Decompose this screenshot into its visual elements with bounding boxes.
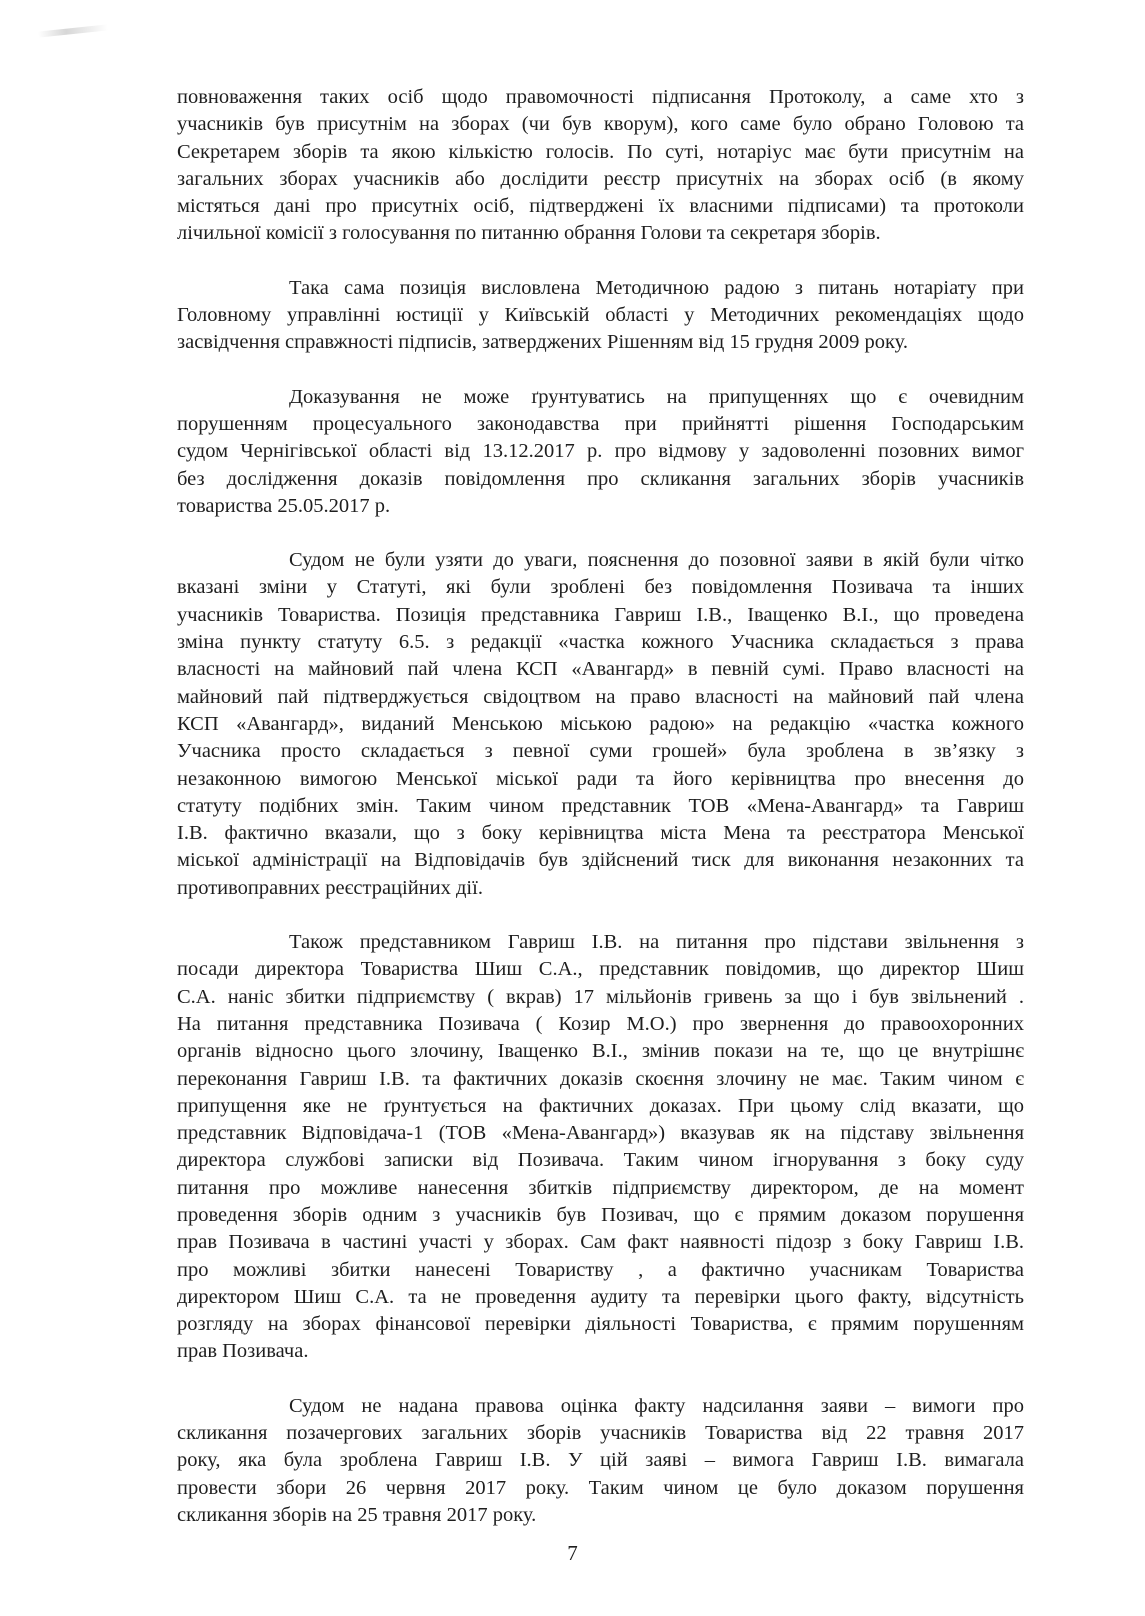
text-line: припущення яке не ґрунтується на фактичних доказах. При цьому слід вказати, що — [177, 1094, 1024, 1117]
paragraph-spacer — [177, 248, 1024, 275]
scan-artifact — [38, 24, 108, 37]
text-line: незаконною вимогою Менської міської ради та його керівництва про внесення до — [177, 767, 1024, 790]
text-line: учасників був присутнім на зборах (чи був кворум), кого саме було обрано Головою та — [177, 113, 1024, 136]
paragraph — [177, 929, 1024, 1366]
text-line: Також представником Гавриш І.В. на питання про підстави звільнення з — [289, 931, 1024, 954]
text-line: директора службові записки від Позивача. Таким чином ігнорування з боку суду — [177, 1149, 1024, 1172]
text-line: С.А. наніс збитки підприємству ( вкрав) 17 мільйонів гривень за що і був звільнений . — [177, 985, 1024, 1008]
text-line: статуту подібних змін. Таким чином представник ТОВ «Мена-Авангард» та Гавриш — [177, 794, 1024, 817]
text-line: Така сама позиція висловлена Методичною радою з питань нотаріату при — [289, 276, 1024, 299]
text-line: провести збори 26 червня 2017 року. Таким чином це було доказом порушення — [177, 1476, 1024, 1499]
paragraph-spacer — [177, 902, 1024, 929]
paragraph — [177, 384, 1024, 520]
text-line: прав Позивача. — [177, 1340, 309, 1363]
text-line: Учасника просто складається з певної суми грошей» була зроблена в зв’язку з — [177, 740, 1024, 763]
text-line: директором Шиш С.А. та не проведення аудиту та перевірки цього факту, відсутність — [177, 1285, 1024, 1308]
text-line: порушенням процесуального законодавства при прийнятті рішення Господарським — [177, 412, 1024, 435]
text-line: переконання Гавриш І.В. та фактичних доказів скоєння злочину не має. Таким чином є — [177, 1067, 1024, 1090]
text-line: питання про можливе нанесення збитків підприємству директором, де на момент — [177, 1176, 1024, 1199]
paragraph — [177, 84, 1024, 248]
text-line: без дослідження доказів повідомлення про скликання загальних зборів учасників — [177, 467, 1024, 490]
text-line: власності на майновий пай члена КСП «Авангард» в певній сумі. Право власності на — [177, 658, 1024, 681]
text-line: Судом не надана правова оцінка факту надсилання заяви – вимоги про — [289, 1394, 1024, 1417]
text-line: розгляду на зборах фінансової перевірки діяльності Товариства, є прямим порушенням — [177, 1313, 1024, 1336]
page-number: 7 — [567, 1541, 578, 1565]
text-line: Головному управлінні юстиції у Київській області у Методичних рекомендаціях щодо — [177, 304, 1024, 327]
text-line: Доказування не може ґрунтуватись на припущеннях що є очевидним — [289, 385, 1024, 408]
paragraph-spacer — [177, 357, 1024, 384]
text-line: товариства 25.05.2017 р. — [177, 494, 391, 517]
text-line: судом Чернігівської області від 13.12.2017 р. про відмову у задоволенні позовних вимог — [177, 440, 1024, 463]
text-line: лічильної комісії з голосування по питанню обрання Голови та секретаря зборів. — [177, 222, 881, 245]
text-line: противоправних реєстраційних дії. — [177, 876, 483, 899]
text-line: На питання представника Позивача ( Козир М.О.) про звернення до правоохоронних — [177, 1012, 1024, 1035]
text-line: загальних зборах учасників або дослідити реєстр присутніх на зборах осіб (в якому — [177, 167, 1024, 190]
text-line: органів відносно цього злочину, Іващенко В.І., змінив покази на те, що це внутрішнє — [177, 1040, 1024, 1063]
paragraph-spacer — [177, 520, 1024, 547]
paragraph — [177, 1393, 1024, 1529]
text-line: міської адміністрації на Відповідачів був здійснений тиск для виконання незаконних та — [177, 849, 1024, 872]
text-line: майновий пай підтверджується свідоцтвом на право власності на майновий пай члена — [177, 685, 1024, 708]
text-line: вказані зміни у Статуті, які були зроблені без повідомлення Позивача та інших — [177, 576, 1024, 599]
text-line: скликання зборів на 25 травня 2017 року. — [177, 1503, 537, 1526]
text-line: скликання позачергових загальних зборів учасників Товариства від 22 травня 2017 — [177, 1422, 1024, 1445]
text-line: зміна пункту статуту 6.5. з редакції «частка кожного Учасника складається з права — [177, 631, 1024, 654]
text-line: І.В. фактично вказали, що з боку керівництва міста Мена та реєстратора Менської — [177, 822, 1024, 845]
text-line: представник Відповідача-1 (ТОВ «Мена-Авангард») вказував як на підставу звільнення — [177, 1122, 1024, 1145]
paragraph — [177, 275, 1024, 357]
text-line: року, яка була зроблена Гавриш І.В. У цій заяві – вимога Гавриш І.В. вимагала — [177, 1449, 1024, 1472]
text-line: проведення зборів одним з учасників був Позивач, що є прямим доказом порушення — [177, 1203, 1024, 1226]
paragraph — [177, 547, 1024, 902]
text-line: посади директора Товариства Шиш С.А., представник повідомив, що директор Шиш — [177, 958, 1024, 981]
text-line: про можливі збитки нанесені Товариству , а фактично учасникам Товариства — [177, 1258, 1024, 1281]
text-line: учасників Товариства. Позиція представника Гавриш І.В., Іващенко В.І., що проведена — [177, 603, 1024, 626]
text-line: Судом не були узяти до уваги, пояснення до позовної заяви в якій були чітко — [289, 549, 1024, 572]
text-line: Секретарем зборів та якою кількістю голосів. По суті, нотаріус має бути присутнім на — [177, 140, 1024, 163]
text-line: засвідчення справжності підписів, затверджених Рішенням від 15 грудня 2009 року. — [177, 331, 908, 354]
paragraph-spacer — [177, 1366, 1024, 1393]
text-line: прав Позивача в частині участі у зборах. Сам факт наявності підозр з боку Гавриш І.В. — [177, 1231, 1024, 1254]
text-line: КСП «Авангард», виданий Менською міською радою» на редакцію «частка кожного — [177, 712, 1024, 735]
text-line: містяться дані про присутніх осіб, підтверджені їх власними підписами) та протоколи — [177, 195, 1024, 218]
document-body — [177, 84, 1024, 1529]
text-line: повноваження таких осіб щодо правомочності підписання Протоколу, а саме хто з — [177, 86, 1024, 108]
